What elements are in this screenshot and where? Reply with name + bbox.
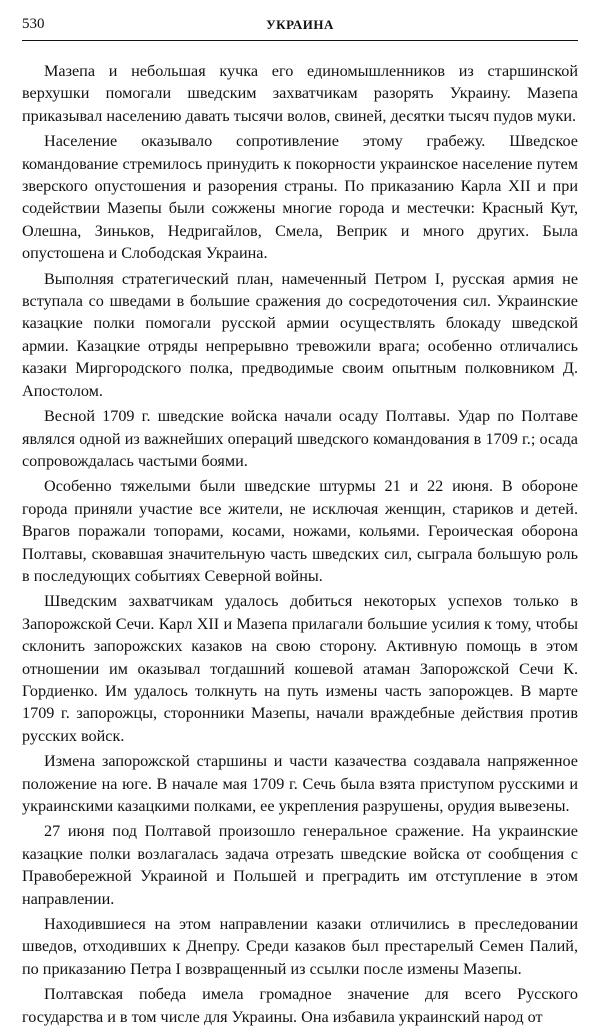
paragraph <box>22 983 578 1028</box>
paragraph-text: Мазепа и небольшая кучка его единомышленников из старшинской верхушки помогали шведским захватчикам разорять Украину. Мазепа приказывал населению давать тысячи волов, свиней, десятки тысяч пудов муки. <box>22 62 578 125</box>
paragraph-text: Весной 1709 г. шведские войска начали осаду Полтавы. Удар по Полтаве являлся одной из важнейших операций шведского командования в 1709 г.; осада сопровождалась частыми боями. <box>22 407 578 470</box>
paragraph <box>22 405 578 472</box>
paragraph-text: 27 июня под Полтавой произошло генеральное сражение. На украинские казацкие полки возлагалась задача отрезать шведские войска от сообщения с Правобережной Украиной и Польшей и преградить им отступление в этом направлении. <box>22 822 578 908</box>
paragraph-text: Шведским захватчикам удалось добиться некоторых успехов только в Запорожской Сечи. Карл XII и Мазепа прилагали большие усилия к тому, чтобы склонить запорожских казаков на свою сторону. Активную помощь в этом отношении им оказывал тогдашний кошевой атаман Запорожской Сечи К. Гордиенко. Им удалось толкнуть на путь измены часть запорожцев. В марте 1709 г. запорожцы, сторонники Мазепы, начали враждебные действия против русских войск. <box>22 592 578 745</box>
running-title: УКРАИНА <box>266 17 334 32</box>
paragraph <box>22 820 578 910</box>
paragraph-text: Особенно тяжелыми были шведские штурмы 21 и 22 июня. В обороне города приняли участие все жители, не исключая женщин, стариков и детей. Врагов поражали топорами, косами, ножами, кольями. Героическая оборона Полтавы, сковавшая значительную часть шведских сил, сыграла большую роль в последующих событиях Северной войны. <box>22 477 578 585</box>
paragraph-text: Выполняя стратегический план, намеченный Петром I, русская армия не вступала со шведами в большие сражения до сосредоточения сил. Украинские казацкие полки помогали русской армии осуществлять блокаду шведской армии. Казацкие отряды непрерывно тревожили врага; особенно отличались казаки Миргородского полка, предводимые своим опытным полковником Д. Апостолом. <box>22 269 578 400</box>
paragraph <box>22 268 578 402</box>
paragraph-text: Полтавская победа имела громадное значение для всего Русского государства и в том числе для Украины. Она избавила украинский народ от <box>22 985 578 1026</box>
paragraph <box>22 750 578 817</box>
paragraph <box>22 60 578 127</box>
page-header <box>22 14 578 41</box>
paragraph-text: Находившиеся на этом направлении казаки отличились в преследовании шведов, отходивших к Днепру. Среди казаков был престарелый Семен Палий, по приказанию Петра I возвращенный из ссылки после измены Мазепы. <box>22 915 578 978</box>
body-text <box>22 60 578 1031</box>
paragraph <box>22 590 578 747</box>
paragraph-text: Измена запорожской старшины и части казачества создавала напряженное положение на юге. В начале мая 1709 г. Сечь была взята приступом русскими и украинскими казацкими полками, ее укрепления разрушены, орудия вывезены. <box>22 752 578 815</box>
paragraph <box>22 913 578 980</box>
paragraph <box>22 130 578 264</box>
paragraph-text: Население оказывало сопротивление этому грабежу. Шведское командование стремилось принудить к покорности украинское население путем зверского опустошения и разорения страны. По приказанию Карла XII и при содействии Мазепы были сожжены многие города и местечки: Красный Кут, Олешна, Зиньков, Недригайлов, Смела, Веприк и много других. Была опустошена и Слободская Украина. <box>22 132 578 263</box>
page-number: 530 <box>22 16 45 32</box>
paragraph <box>22 475 578 587</box>
